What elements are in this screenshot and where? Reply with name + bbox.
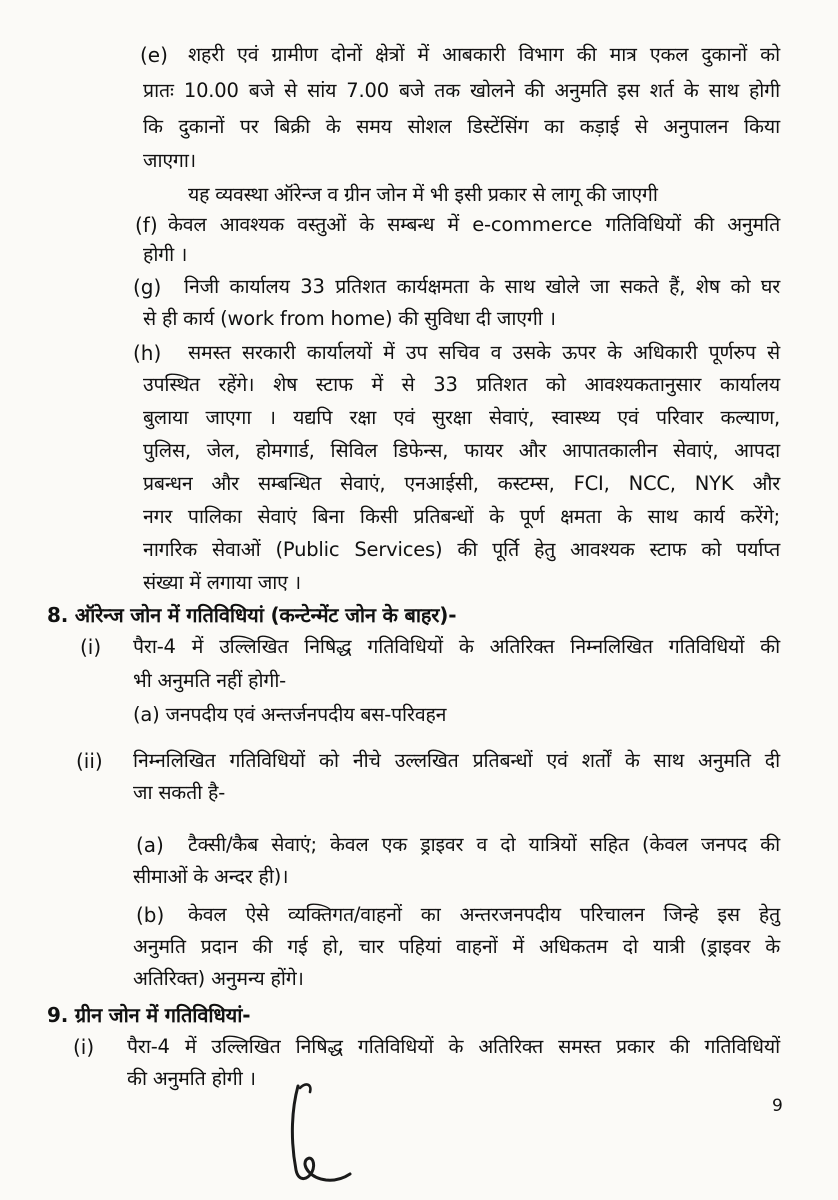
item-f-line-2: होगी । <box>143 243 188 266</box>
s8-i-sub-a: (a) जनपदीय एवं अन्तर्जनपदीय बस-परिवहन <box>133 703 447 726</box>
item-h-line-3: बुलाया जाएगा । यद्यपि रक्षा एवं सुरक्षा सेवाएं, स्वास्थ्य एवं परिवार कल्याण, <box>143 406 780 429</box>
page-number: 9 <box>772 1096 783 1116</box>
item-h-line-6: नगर पालिका सेवाएं बिना किसी प्रतिबन्धों के पूर्ण क्षमता के साथ कार्य करेंगे; <box>143 505 780 528</box>
item-h-line-4: पुलिस, जेल, होमगार्ड, सिविल डिफेन्स, फायर और आपातकालीन सेवाएं, आपदा <box>143 439 780 462</box>
item-h-line-5: प्रबन्धन और सम्बन्धित सेवाएं, एनआईसी, कस्टम्स, FCI, NCC, NYK और <box>143 472 780 495</box>
item-label-e: (e) <box>140 43 168 67</box>
s8-ii-line-2: जा सकती है- <box>133 781 226 804</box>
s8-ii-b-line-1: केवल ऐसे व्यक्तिगत/वाहनों का अन्तरजनपदीय परिचालन जिन्हे इस हेतु <box>188 903 780 926</box>
item-label-f: (f) <box>135 213 158 237</box>
item-h-line-2: उपस्थित रहेंगे। शेष स्टाफ में से 33 प्रतिशत को आवश्यकतानुसार कार्यालय <box>143 373 780 396</box>
item-e-note: यह व्यवस्था ऑरेन्ज व ग्रीन जोन में भी इसी प्रकार से लागू की जाएगी <box>188 183 658 206</box>
item-g-line-2: से ही कार्य (work from home) की सुविधा दी जाएगी । <box>143 307 556 330</box>
s8-ii-label-a: (a) <box>136 833 164 857</box>
item-e-line-4: जाएगा। <box>143 149 196 172</box>
item-g-line-1: निजी कार्यालय 33 प्रतिशत कार्यक्षमता के साथ खोले जा सकते हैं, शेष को घर <box>184 275 780 298</box>
s8-ii-label-b: (b) <box>136 903 165 927</box>
s9-i-line-2: की अनुमति होगी । <box>127 1067 256 1090</box>
item-f-line-1: केवल आवश्यक वस्तुओं के सम्बन्ध में e-commerce गतिविधियों की अनुमति <box>168 213 780 236</box>
s8-ii-line-1: निम्नलिखित गतिविधियों को नीचे उल्लखित प्रतिबन्धों एवं शर्तों के साथ अनुमति दी <box>133 749 780 772</box>
s9-item-label-i: (i) <box>73 1035 95 1059</box>
item-h-line-1: समस्त सरकारी कार्यालयों में उप सचिव व उसके ऊपर के अधिकारी पूर्णरुप से <box>188 341 780 364</box>
item-e-line-1: शहरी एवं ग्रामीण दोनों क्षेत्रों में आबकारी विभाग की मात्र एकल दुकानों को <box>188 43 780 66</box>
item-label-g: (g) <box>133 275 162 299</box>
item-e-line-2: प्रातः 10.00 बजे से सांय 7.00 बजे तक खोलने की अनुमति इस शर्त के साथ होगी <box>143 79 780 102</box>
s8-i-line-1: पैरा-4 में उल्लिखित निषिद्ध गतिविधियों के अतिरिक्त निम्नलिखित गतिविधियों की <box>133 635 780 658</box>
section-8-heading: 8. ऑरेन्ज जोन में गतिविधियां (कन्टेन्मेंट जोन के बाहर)- <box>47 603 457 627</box>
s8-ii-a-line-1: टैक्सी/कैब सेवाएं; केवल एक ड्राइवर व दो यात्रियों सहित (केवल जनपद की <box>188 833 780 856</box>
s8-item-label-i: (i) <box>80 635 102 659</box>
s8-i-line-2: भी अनुमति नहीं होगी- <box>133 669 286 692</box>
s8-item-label-ii: (ii) <box>76 749 103 773</box>
s9-i-line-1: पैरा-4 में उल्लिखित निषिद्ध गतिविधियों के अतिरिक्त समस्त प्रकार की गतिविधियों <box>127 1035 780 1058</box>
section-9-heading: 9. ग्रीन जोन में गतिविधियां- <box>47 1003 251 1027</box>
handwritten-signature <box>286 1078 356 1188</box>
s8-ii-a-line-2: सीमाओं के अन्दर ही)। <box>133 865 289 888</box>
s8-ii-b-line-2: अनुमति प्रदान की गई हो, चार पहियां वाहनों में अधिकतम दो यात्री (ड्राइवर के <box>133 935 780 958</box>
item-e-line-3: कि दुकानों पर बिक्री के समय सोशल डिस्टेंसिंग का कड़ाई से अनुपालन किया <box>143 115 780 138</box>
s8-ii-b-line-3: अतिरिक्त) अनुमन्य होंगे। <box>133 967 304 990</box>
item-h-line-7: नागरिक सेवाओं (Public Services) की पूर्ति हेतु आवश्यक स्टाफ को पर्याप्त <box>143 538 780 561</box>
item-label-h: (h) <box>133 341 162 365</box>
item-h-line-8: संख्या में लगाया जाए । <box>143 571 301 594</box>
